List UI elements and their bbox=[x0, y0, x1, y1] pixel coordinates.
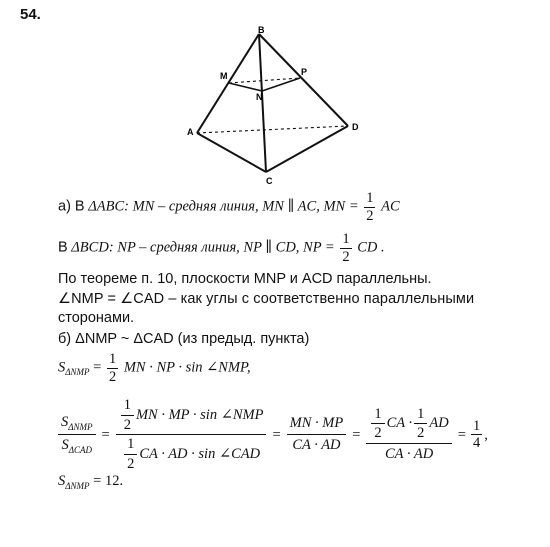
ratio-sides bbox=[287, 415, 347, 453]
half-ad-den: 2 bbox=[417, 425, 425, 442]
label-a: A bbox=[187, 127, 194, 137]
segment-mn bbox=[229, 83, 262, 91]
line-b bbox=[58, 232, 385, 264]
line-b-prefix: В bbox=[58, 239, 68, 256]
line-i-rest: = 12. bbox=[89, 473, 124, 489]
line-a-fraction bbox=[364, 191, 375, 223]
line-a-end: AC bbox=[381, 198, 400, 215]
problem-number: 54. bbox=[20, 6, 41, 23]
line-i-s: S bbox=[58, 473, 66, 489]
half-ad bbox=[414, 407, 427, 441]
line-i bbox=[58, 472, 123, 495]
line-i-sub: ΔNMP bbox=[65, 480, 90, 491]
half-ca-text: CA · bbox=[386, 415, 413, 432]
edge-ac bbox=[197, 133, 266, 172]
line-a-frac-num: 1 bbox=[366, 190, 374, 206]
edge-ba bbox=[197, 34, 259, 133]
bot-formula: CA · AD · sin ∠CAD bbox=[139, 445, 261, 462]
label-d: D bbox=[352, 122, 359, 132]
line-a-frac-den: 2 bbox=[366, 207, 374, 224]
line-g-frac-num: 1 bbox=[108, 351, 117, 367]
label-n: N bbox=[256, 92, 263, 102]
top-half bbox=[121, 398, 134, 432]
label-c: C bbox=[266, 176, 273, 186]
ratio-sides-num: MN · MP bbox=[287, 415, 347, 435]
line-a-triangle: ΔABC bbox=[88, 198, 125, 215]
result-fraction bbox=[471, 419, 482, 451]
half-ca-den: 2 bbox=[374, 425, 382, 442]
ratio-sub-bot: ΔCAD bbox=[68, 444, 93, 455]
line-g bbox=[58, 352, 251, 384]
line-b-text: : NP – средняя линия, NP ∥ CD, NP = bbox=[108, 239, 335, 256]
edge-cd bbox=[266, 126, 348, 172]
half-ca-num: 1 bbox=[371, 407, 384, 425]
line-g-frac-den: 2 bbox=[108, 368, 117, 385]
ratio-sub-top: ΔNMP bbox=[68, 421, 93, 432]
line-b-triangle: ΔBCD bbox=[71, 239, 109, 256]
result-num: 1 bbox=[472, 417, 481, 434]
pyramid-figure bbox=[180, 22, 370, 187]
eq-1: = bbox=[101, 426, 110, 443]
line-c: По теореме п. 10, плоскости MNP и ACD параллельны. bbox=[58, 271, 432, 287]
bot-half-den: 2 bbox=[127, 455, 135, 472]
ratio-halves bbox=[366, 407, 451, 463]
line-g-fraction bbox=[107, 352, 118, 384]
label-p: P bbox=[301, 67, 308, 77]
eq-4: = bbox=[457, 426, 466, 443]
half-ad-num: 1 bbox=[414, 407, 427, 425]
bot-half bbox=[124, 437, 137, 471]
edge-bc bbox=[259, 34, 266, 172]
ratio-sides-den: CA · AD bbox=[292, 437, 341, 453]
result-den: 4 bbox=[472, 435, 481, 451]
line-a-prefix: а) В bbox=[58, 198, 85, 215]
line-h bbox=[58, 398, 488, 471]
half-ad-text: AD bbox=[429, 415, 449, 432]
ratio-areas bbox=[58, 414, 96, 455]
ratio-formula bbox=[116, 398, 267, 471]
eq-2: = bbox=[272, 426, 281, 443]
top-half-den: 2 bbox=[123, 416, 131, 433]
line-b-fraction bbox=[340, 232, 351, 264]
ratio-s-bot: S bbox=[61, 437, 69, 453]
hidden-edge-ad bbox=[197, 126, 348, 133]
half-ca bbox=[371, 407, 384, 441]
eq-3: = bbox=[352, 426, 361, 443]
line-e: сторонами. bbox=[58, 310, 135, 326]
line-b-end: CD . bbox=[357, 239, 385, 256]
line-g-rhs: MN · NP · sin ∠NMP, bbox=[123, 359, 251, 376]
result-comma: , bbox=[484, 426, 488, 443]
line-a bbox=[58, 191, 400, 223]
line-b-frac-num: 1 bbox=[342, 231, 350, 247]
line-f: б) ΔNMP ~ ΔCAD (из предыд. пункта) bbox=[58, 331, 310, 347]
ratio-halves-den: CA · AD bbox=[384, 445, 434, 462]
line-g-sub: ΔNMP bbox=[65, 367, 90, 378]
line-a-text: : MN – средняя линия, MN ∥ AC, MN = bbox=[124, 198, 359, 215]
top-formula: MN · MP · sin ∠NMP bbox=[135, 406, 264, 423]
top-half-num: 1 bbox=[121, 398, 134, 416]
line-g-s: S bbox=[58, 359, 66, 376]
ratio-s-top: S bbox=[61, 413, 69, 430]
line-g-eq: = bbox=[93, 359, 102, 376]
line-d: ∠NMP = ∠CAD – как углы с соответственно параллельными bbox=[58, 291, 475, 307]
label-b: B bbox=[258, 25, 265, 35]
bot-half-num: 1 bbox=[124, 437, 137, 455]
label-m: M bbox=[220, 71, 228, 81]
line-b-frac-den: 2 bbox=[342, 248, 350, 265]
